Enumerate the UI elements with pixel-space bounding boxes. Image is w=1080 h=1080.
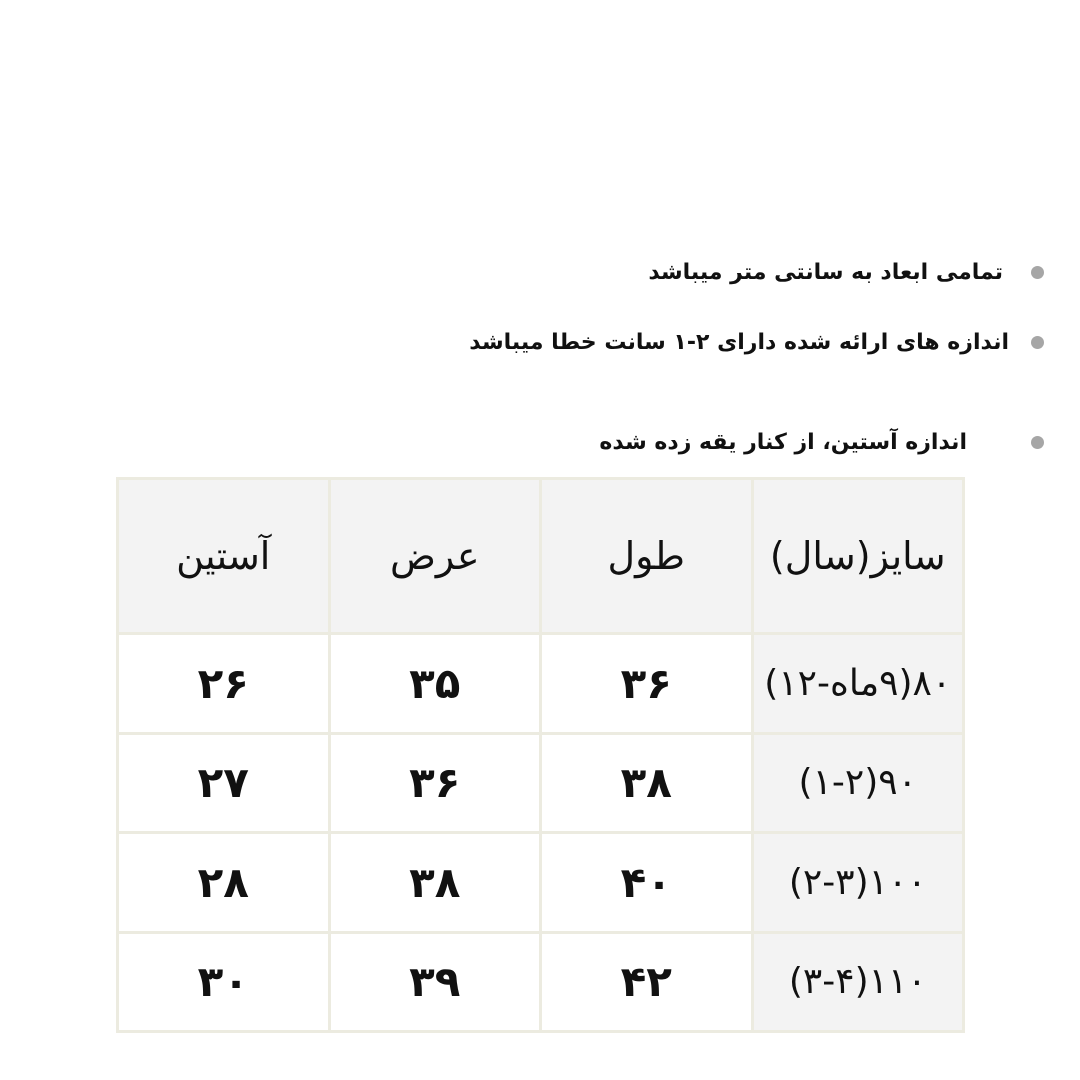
note-item — [648, 252, 1044, 292]
header-length: طول — [541, 479, 753, 634]
sleeve-cell: ۲۶ — [118, 634, 330, 734]
width-cell: ۳۸ — [329, 833, 541, 933]
note-item — [599, 422, 1044, 462]
bullet-icon — [1031, 436, 1044, 449]
size-cell: ۹۰(۱-۲) — [752, 733, 964, 833]
bullet-icon — [1031, 266, 1044, 279]
size-table — [116, 477, 965, 1033]
note-text: اندازه های ارائه شده دارای ۲-۱ سانت خطا میباشد — [469, 329, 1009, 355]
sleeve-cell: ۳۰ — [118, 932, 330, 1032]
table-row — [118, 932, 964, 1032]
width-cell: ۳۵ — [329, 634, 541, 734]
width-cell: ۳۹ — [329, 932, 541, 1032]
length-cell: ۳۶ — [541, 634, 753, 734]
table-row — [118, 634, 964, 734]
bullet-icon — [1031, 336, 1044, 349]
sleeve-cell: ۲۸ — [118, 833, 330, 933]
size-cell: ۸۰(۹ماه-۱۲) — [752, 634, 964, 734]
table-row — [118, 833, 964, 933]
header-size: سایز(سال) — [752, 479, 964, 634]
sleeve-cell: ۲۷ — [118, 733, 330, 833]
length-cell: ۴۲ — [541, 932, 753, 1032]
width-cell: ۳۶ — [329, 733, 541, 833]
note-text: تمامی ابعاد به سانتی متر میباشد — [648, 259, 1003, 285]
size-cell: ۱۰۰(۲-۳) — [752, 833, 964, 933]
note-text: اندازه آستین، از کنار یقه زده شده — [599, 429, 967, 455]
length-cell: ۳۸ — [541, 733, 753, 833]
table-header-row — [118, 479, 964, 634]
note-item — [469, 322, 1044, 362]
header-sleeve: آستین — [118, 479, 330, 634]
length-cell: ۴۰ — [541, 833, 753, 933]
table-row — [118, 733, 964, 833]
size-cell: ۱۱۰(۳-۴) — [752, 932, 964, 1032]
header-width: عرض — [329, 479, 541, 634]
